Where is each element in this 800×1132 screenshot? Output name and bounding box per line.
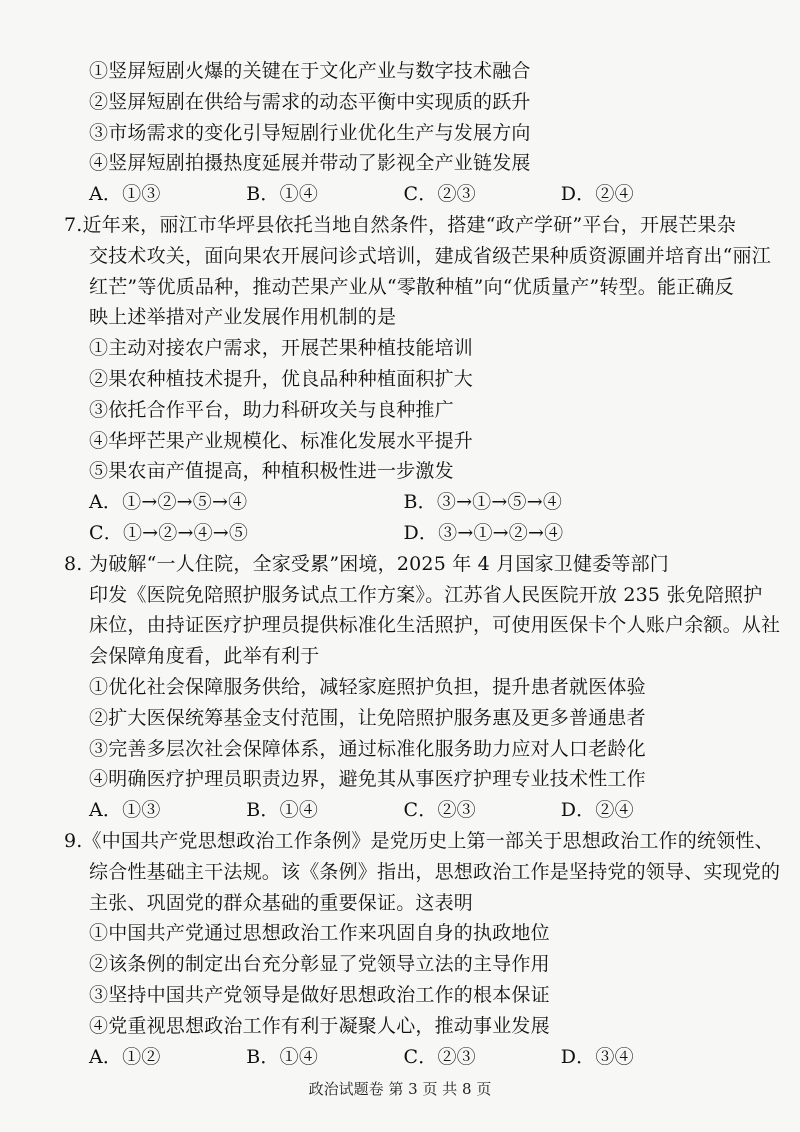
q7-stem-line-2: 交技术攻关，面向果农开展问诊式培训，建成省级芒果种质资源圃并培育出“丽江 (89, 244, 771, 267)
q8-stem-line-4: 会保障角度看，此举有利于 (89, 645, 320, 668)
q8-number: 8. (64, 552, 83, 575)
q8-stem-line-1: 为破解“一人住院，全家受累”困境，2025 年 4 月国家卫健委等部门 (89, 552, 669, 575)
q9-option-c: C．②③ (403, 1045, 476, 1068)
q7-option-d: D．③→①→②→④ (403, 521, 564, 544)
question-7 (64, 210, 771, 549)
q8-stem-line-3: 床位，由持证医疗护理员提供标准化生活照护，可使用医保卡个人账户余额。从社 (89, 614, 781, 637)
q8-stem-line-2: 印发《医院免陪照护服务试点工作方案》。江苏省人民医院开放 235 张免陪照护 (89, 583, 763, 606)
q6-options (64, 179, 718, 210)
q7-number: 7. (64, 213, 83, 236)
q6-option-a: A．①③ (89, 183, 161, 206)
q8-option-d: D．②④ (560, 799, 634, 822)
q9-statement-2: ②该条例的制定出台充分彰显了党领导立法的主导作用 (89, 953, 550, 976)
q7-option-b: B．③→①→⑤→④ (403, 491, 563, 514)
q7-statement-3: ③依托合作平台，助力科研攻关与良种推广 (89, 398, 454, 421)
q9-statement-1: ①中国共产党通过思想政治工作来巩固自身的执政地位 (89, 922, 550, 945)
q8-statement-1: ①优化社会保障服务供给，减轻家庭照护负担，提升患者就医体验 (89, 675, 646, 698)
q9-statement-3: ③坚持中国共产党领导是做好思想政治工作的根本保证 (89, 983, 550, 1006)
q7-statement-4: ④华坪芒果产业规模化、标准化发展水平提升 (89, 429, 474, 452)
q9-option-b: B．①④ (246, 1045, 319, 1068)
q7-statement-2: ②果农种植技术提升，优良品种种植面积扩大 (89, 367, 474, 390)
q8-option-a: A．①③ (89, 799, 161, 822)
q9-stem-line-1-row (64, 826, 774, 857)
question-9 (64, 826, 781, 1072)
q6-statement-3: ③市场需求的变化引导短剧行业优化生产与发展方向 (89, 121, 531, 144)
q9-stem-line-2: 综合性基础主干法规。该《条例》指出，思想政治工作是坚持党的领导、实现党的 (89, 860, 781, 883)
q9-option-a: A．①② (89, 1045, 161, 1068)
q9-option-d: D．③④ (560, 1045, 634, 1068)
q7-statement-5: ⑤果农亩产值提高，种植积极性进一步激发 (89, 460, 454, 483)
q8-option-b: B．①④ (246, 799, 319, 822)
q9-statement-4: ④党重视思想政治工作有利于凝聚人心，推动事业发展 (89, 1014, 550, 1037)
q7-options-row-2 (64, 518, 718, 549)
page-footer: 政治试题卷 第 3 页 共 8 页 (308, 1080, 492, 1098)
q6-option-c: C．②③ (403, 183, 476, 206)
q8-stem-line-1-row (64, 549, 718, 580)
q7-options-row-1 (64, 487, 718, 518)
question-8 (64, 549, 781, 826)
q7-stem-line-3: 红芒”等优质品种，推动芒果产业从“零散种植”向“优质量产”转型。能正确反 (89, 275, 734, 298)
q6-statement-1: ①竖屏短剧火爆的关键在于文化产业与数字技术融合 (89, 60, 531, 82)
q7-stem-line-1-row (64, 210, 736, 241)
q9-options (64, 1042, 718, 1073)
q8-statement-4: ④明确医疗护理员职责边界，避免其从事医疗护理专业技术性工作 (89, 768, 646, 791)
q6-statement-2: ②竖屏短剧在供给与需求的动态平衡中实现质的跃升 (89, 90, 531, 113)
q6-option-b: B．①④ (246, 183, 319, 206)
q9-number: 9. (64, 829, 83, 852)
q7-option-c: C．①→②→④→⑤ (89, 521, 249, 544)
q8-statement-3: ③完善多层次社会保障体系，通过标准化服务助力应对人口老龄化 (89, 737, 646, 760)
q8-option-c: C．②③ (403, 799, 476, 822)
q9-stem-line-1: 《中国共产党思想政治工作条例》是党历史上第一部关于思想政治工作的统领性、 (82, 829, 774, 852)
q7-stem-line-4: 映上述举措对产业发展作用机制的是 (89, 306, 397, 329)
q7-statement-1: ①主动对接农户需求，开展芒果种植技能培训 (89, 337, 474, 360)
q8-options (64, 795, 718, 826)
q6-statement-4: ④竖屏短剧拍摄热度延展并带动了影视全产业链发展 (89, 152, 531, 175)
question-6 (64, 56, 718, 210)
q9-stem-line-3: 主张、巩固党的群众基础的重要保证。这表明 (89, 891, 474, 914)
q7-stem-line-1: 近年来，丽江市华坪县依托当地自然条件，搭建“政产学研”平台，开展芒果杂 (82, 213, 736, 236)
q8-statement-2: ②扩大医保统筹基金支付范围，让免陪照护服务惠及更多普通患者 (89, 706, 646, 729)
q6-option-d: D．②④ (560, 183, 634, 206)
q7-option-a: A．①→②→⑤→④ (89, 491, 248, 514)
